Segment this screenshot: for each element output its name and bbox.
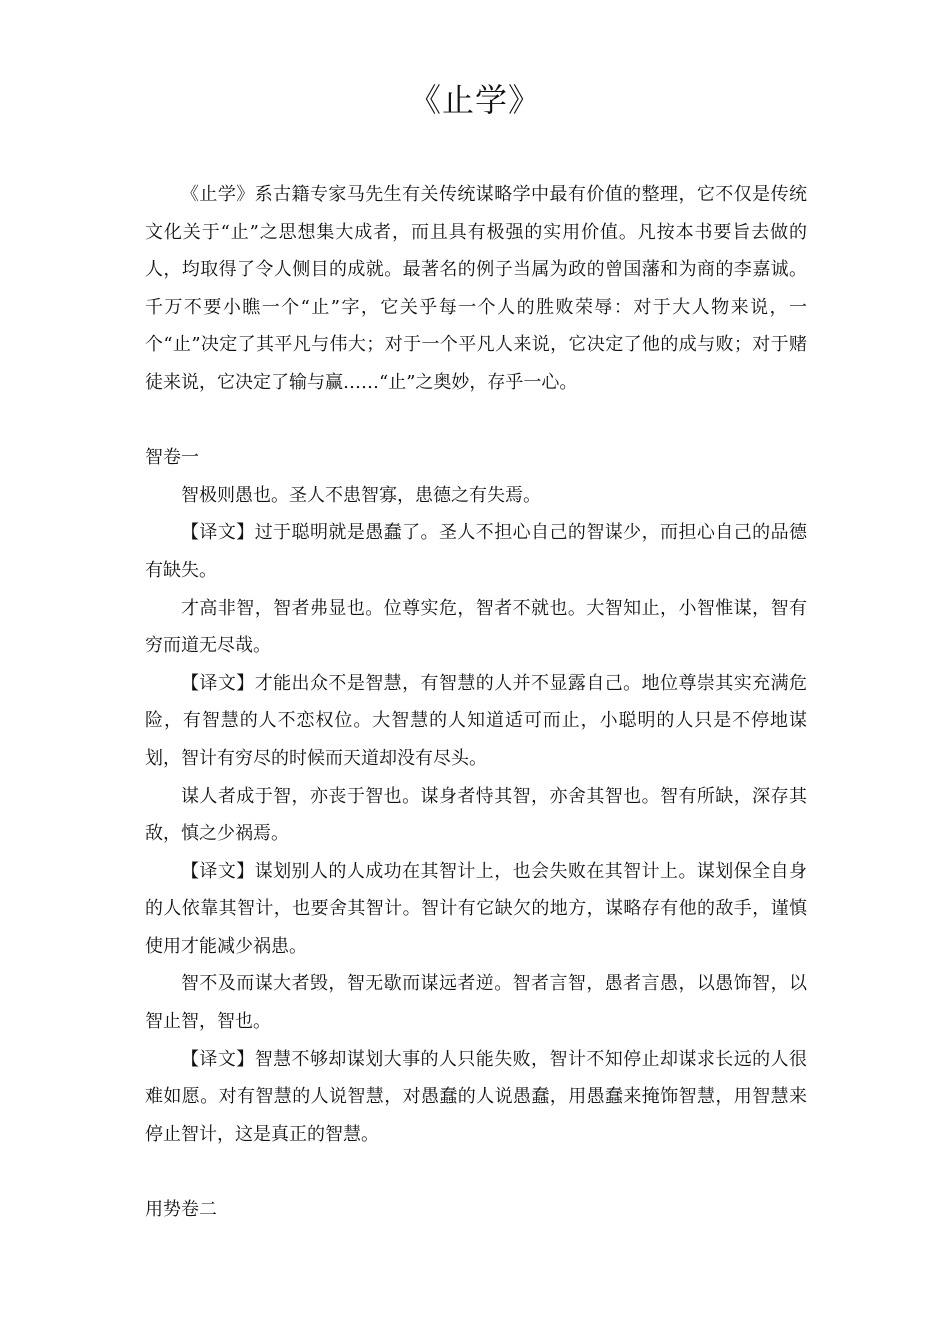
translation-paragraph: 【译文】过于聪明就是愚蠢了。圣人不担心自己的智谋少，而担心自己的品德有缺失。 <box>145 522 807 581</box>
translation-paragraph: 【译文】才能出众不是智慧，有智慧的人并不显露自己。地位尊崇其实充满危险，有智慧的人不恋权位。大智慧的人知道适可而止，小聪明的人只是不停地谋划，智计有穷尽的时候而天道却没有尽头。 <box>145 672 807 769</box>
intro-paragraph: 《止学》系古籍专家马先生有关传统谋略学中最有价值的整理，它不仅是传统文化关于“止”之思想集大成者，而且具有极强的实用价值。凡按本书要旨去做的人，均取得了令人侧目的成就。最著名的例子当属为政的曾国藩和为商的李嘉诚。千万不要小瞧一个“止”字，它关乎每一个人的胜败荣辱：对于大人物来说，一个“止”决定了其平凡与伟大；对于一个平凡人来说，它决定了他的成与败；对于赌徒来说，它决定了输与赢……“止”之奥妙，存乎一心。 <box>145 184 807 393</box>
section-heading-zhi: 智卷一 <box>145 447 199 469</box>
section-gap <box>145 402 807 440</box>
translation-paragraph: 【译文】谋划别人的人成功在其智计上，也会失败在其智计上。谋划保全自身的人依靠其智计，也要舍其智计。智计有它缺欠的地方，谋略存有他的敌手，谨慎使用才能减少祸患。 <box>145 860 807 957</box>
section-gap <box>145 1153 807 1191</box>
verse-paragraph: 才高非智，智者弗显也。位尊实危，智者不就也。大智知止，小智惟谋，智有穷而道无尽哉。 <box>145 597 807 657</box>
document-title: 《止学》 <box>408 81 541 119</box>
translation-paragraph: 【译文】智慧不够却谋划大事的人只能失败，智计不知停止却谋求长远的人很难如愿。对有智慧的人说智慧，对愚蠢的人说愚蠢，用愚蠢来掩饰智慧，用智慧来停止智计，这是真正的智慧。 <box>145 1048 807 1145</box>
verse-paragraph: 谋人者成于智，亦丧于智也。谋身者恃其智，亦舍其智也。智有所缺，深存其敌，慎之少祸焉。 <box>145 785 807 845</box>
verse-paragraph: 智极则愚也。圣人不患智寡，患德之有失焉。 <box>181 484 541 506</box>
document-body <box>145 176 807 1229</box>
section-heading-yongshi: 用势卷二 <box>145 1199 217 1221</box>
verse-paragraph: 智不及而谋大者毁，智无歇而谋远者逆。智者言智，愚者言愚，以愚饰智，以智止智，智也。 <box>145 973 807 1033</box>
